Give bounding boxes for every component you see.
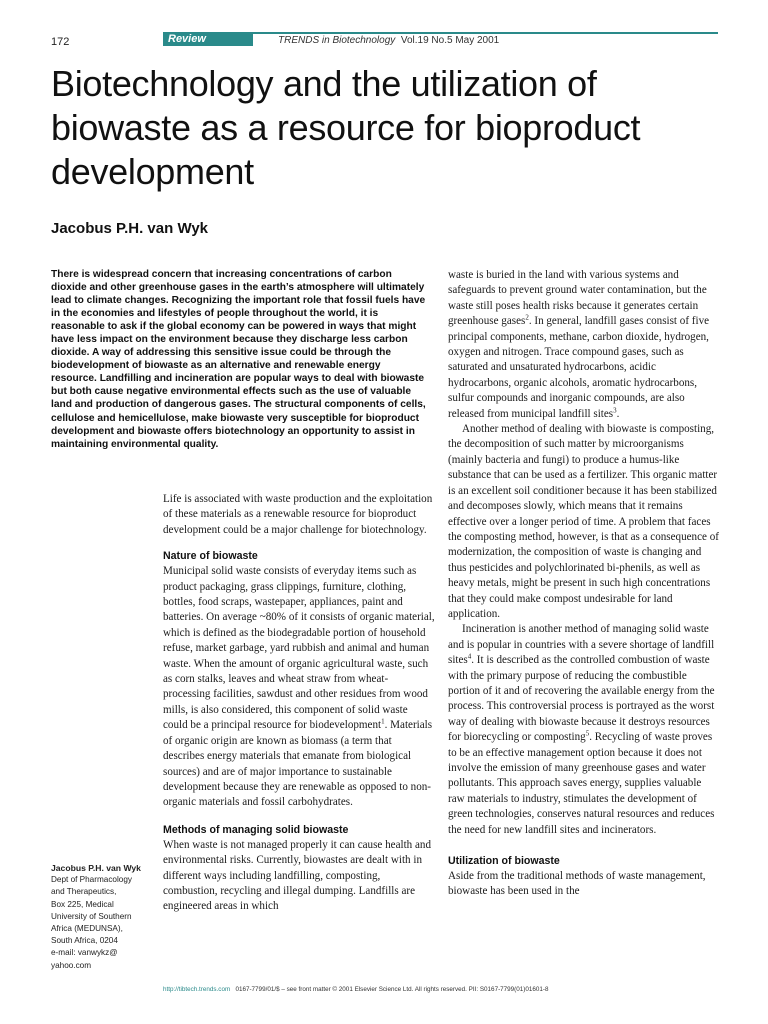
journal-name: TRENDS in Biotechnology xyxy=(278,35,396,46)
reference-3[interactable]: 3 xyxy=(613,405,617,414)
footer-copyright: 0167-7799/01/$ – see front matter © 2001 Elsevier Science Ltd. All rights reserved. PII: S0167-7799(01)01601-8 xyxy=(235,986,549,993)
affiliation-line: South Africa, 0204 xyxy=(51,936,118,946)
page-number: 172 xyxy=(51,36,70,48)
reference-4[interactable]: 4 xyxy=(467,652,472,661)
affiliation-line: Box 225, Medical xyxy=(51,899,114,909)
affiliation-line: and Therapeutics, xyxy=(51,887,117,897)
incineration-paragraph: Incineration is another method of managing solid waste and is popular in countries with a severe shortage of landfill sites$^4$. It is described as the controlled combustion of waste with the primary purpose of reducing the combustible portion of it and of recovering the available energy from the process. This controversial process is portrayed as the worst way of dealing with biowaste because it destroys resources for biorecycling or composting$^5$. Recycling of waste proves to be an effective management option because it does not involve the emission of many greenhouse gases and water pollutants. This approach saves energy, supplies valuable raw materials to industry, stimulates the development of green technologies, conserves natural resources and reduces the need for new landfill sites and incinerators. xyxy=(448,623,715,836)
body-column-right xyxy=(448,268,720,900)
affiliation-line: Africa (MEDUNSA), xyxy=(51,924,123,934)
reference-1[interactable]: 1 xyxy=(381,717,385,726)
methods-paragraph: When waste is not managed properly it can cause health and environmental risks. Currently, biowastes are dealt with in different ways including landfilling, composting, combustion, recycling and illegal dumping. Landfills are engineered areas in which xyxy=(163,838,431,913)
page-header xyxy=(0,31,768,53)
reference-5[interactable]: 5 xyxy=(585,729,590,738)
journal-info xyxy=(278,35,499,46)
footer-url-link[interactable]: http://tibtech.trends.com xyxy=(163,986,231,993)
article-author: Jacobus P.H. van Wyk xyxy=(51,220,209,237)
body-column-middle xyxy=(163,492,435,915)
author-affiliation xyxy=(51,862,151,972)
affiliation-email[interactable]: e-mail: vanwykz@ xyxy=(51,948,118,958)
affiliation-name: Jacobus P.H. van Wyk xyxy=(51,863,141,873)
affiliation-email-cont[interactable]: yahoo.com xyxy=(51,960,92,970)
section-heading-utilization: Utilization of biowaste xyxy=(448,855,560,868)
composting-paragraph: Another method of dealing with biowaste is composting, the decomposition of such matter by microorganisms (mainly bacteria and fungi) to produce a humus-like substance that can be used as a fertilizer. This organic matter is an excellent soil conditioner because it has been stabilized and decomposes slowly, which means that it remains effective over a longer period of time. A problem that faces the composting method, however, is that as a consequence of modernization, the composition of waste is changing and thus pesticides and polychlorinated bi-phenils, as well as heavy metals, might be present in such high concentrations that they could make compost undesirable for land application. xyxy=(448,423,719,620)
page-footer xyxy=(163,986,723,993)
intro-paragraph: Life is associated with waste production and the exploitation of these materials as a renewable resource for bioproduct development could be a major challenge for biotechnology. xyxy=(163,493,433,536)
article-abstract: There is widespread concern that increasing concentrations of carbon dioxide and other greenhouse gases in the earth’s atmosphere will ultimately lead to climate changes. Recognizing the important role that fossil fuels have in the economies and lifestyles of people throughout the world, it is reasonable to ask if the global economy can be powered in ways that might have less impact on the environment because they discharge less carbon dioxide. A way of addressing this sensitive issue could be through the biodevelopment of biowaste as an alternative and renewable energy resource. Landfilling and incineration are popular ways to deal with biowaste but both cause negative environmental effects such as the use of valuable land and production of dangerous gases. The structural components of cells, cellulose and hemicellulose, make biowaste very susceptible for bioproduct development and biowaste offers biotechnology an opportunity to assist in maintaining environmental quality. xyxy=(51,269,426,450)
section-label: Review xyxy=(168,33,206,45)
section-heading-methods: Methods of managing solid biowaste xyxy=(163,823,349,836)
section-heading-nature: Nature of biowaste xyxy=(163,550,258,563)
article-title: Biotechnology and the utilization of biowaste as a resource for bioproduct development xyxy=(51,63,641,192)
affiliation-line: Dept of Pharmacology xyxy=(51,875,133,885)
reference-2[interactable]: 2 xyxy=(525,313,529,322)
utilization-paragraph: Aside from the traditional methods of waste management, biowaste has been used in the xyxy=(448,870,706,898)
affiliation-line: University of Southern xyxy=(51,911,132,921)
landfill-paragraph: waste is buried in the land with various systems and safeguards to prevent ground water contamination, but the waste still poses health risks because it generates certain greenhouse gases$^2$. In general, landfill gases consist of five principal components, methane, carbon dioxide, hydrogen, oxygen and nitrogen. Trace compound gases, such as saturated and unsaturated hydrocarbons, acidic hydrocarbons, organic alcohols, aromatic hydrocarbons, sulfur compounds and inorganic compounds, are also released from municipal landfill sites$^3$. xyxy=(448,269,710,420)
journal-issue: Vol.19 No.5 May 2001 xyxy=(400,35,500,46)
nature-paragraph: Municipal solid waste consists of everyday items such as product packaging, grass clippings, furniture, clothing, bottles, food scraps, wastepaper, appliances, paint and batteries. On average ~80% of it consists of organic material, which is defined as the biodegradable portion of household refuse, market garbage, yard rubbish and animal and human waste. When the amount of organic agricultural waste, such as corn stalks, leaves and wheat straw from wheat-processing facilities, sawdust and other residues from wood mills, is also considered, this component of solid waste could be a principal resource for biodevelopment$^1$. Materials of organic origin are known as biomass (a term that describes energy materials that emanate from biological sources) and are of major importance to sustainable development because they are renewable as opposed to non-organic materials and fossil carbohydrates. xyxy=(163,565,435,809)
